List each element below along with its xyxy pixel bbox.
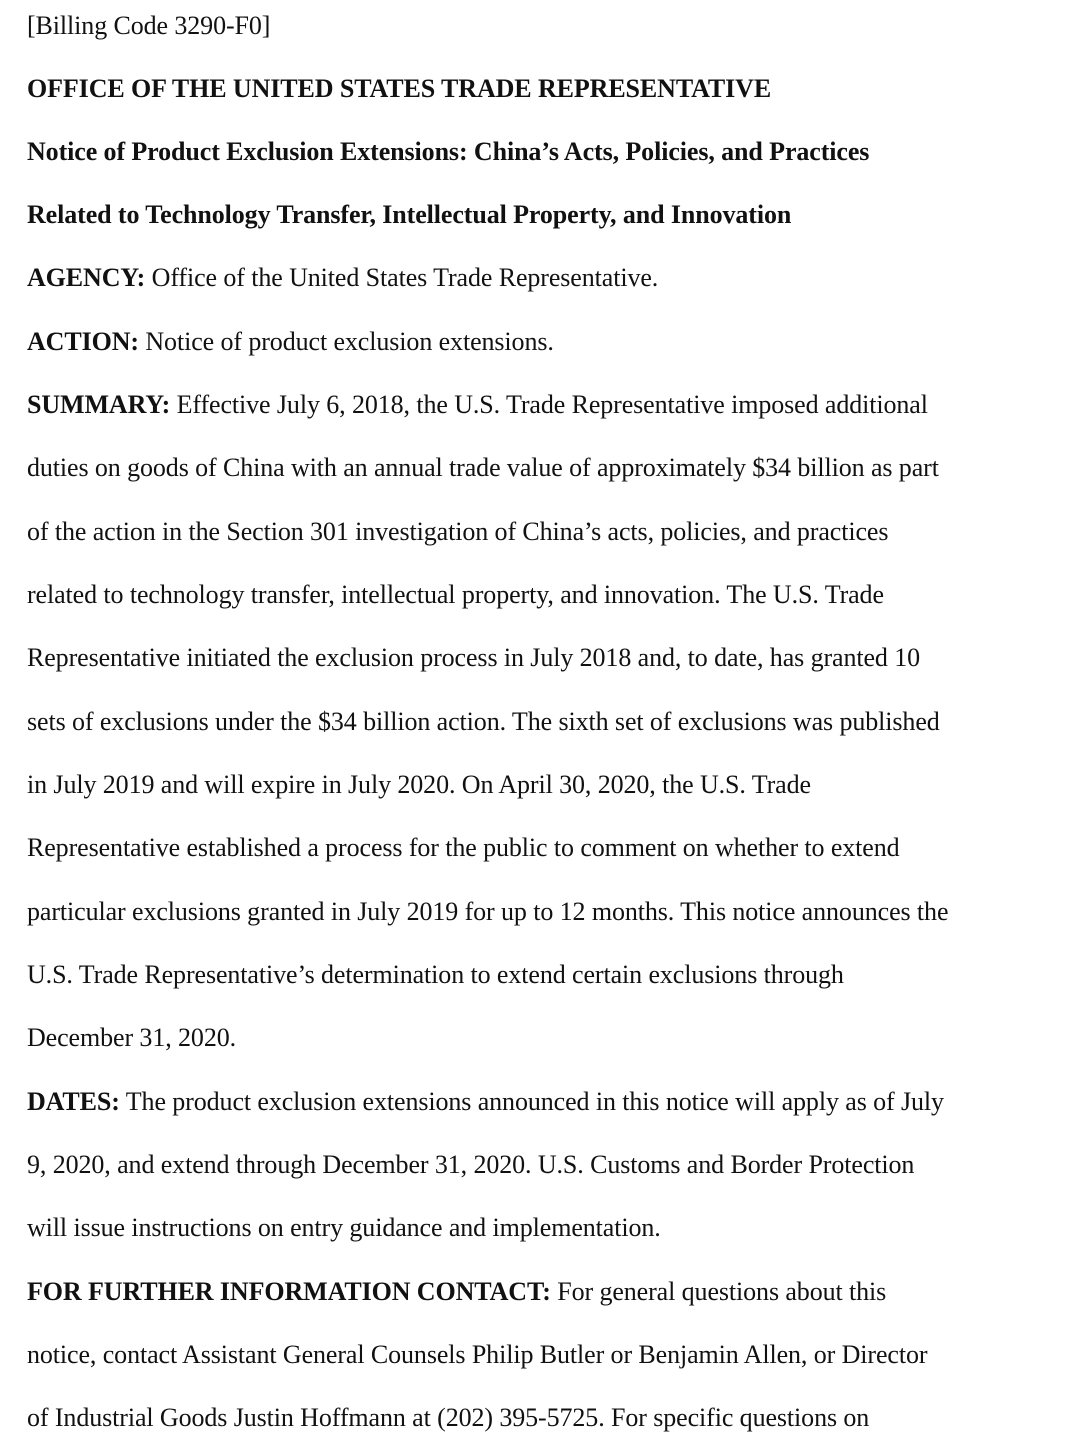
summary-line: duties on goods of China with an annual trade value of approximately $34 billion as part bbox=[27, 453, 939, 482]
summary-line: particular exclusions granted in July 2019 for up to 12 months. This notice announces the bbox=[27, 897, 949, 926]
agency-section bbox=[27, 263, 658, 293]
summary-line: Representative established a process for the public to comment on whether to extend bbox=[27, 833, 900, 862]
summary-line: sets of exclusions under the $34 billion action. The sixth set of exclusions was published bbox=[27, 707, 940, 736]
agency-label: AGENCY: bbox=[27, 263, 146, 292]
contact-line: of Industrial Goods Justin Hoffmann at (202) 395-5725. For specific questions on bbox=[27, 1403, 870, 1432]
notice-title-line-1: Notice of Product Exclusion Extensions: China’s Acts, Policies, and Practices bbox=[27, 137, 870, 166]
billing-code: [Billing Code 3290-F0] bbox=[27, 11, 271, 40]
summary-first-line bbox=[27, 390, 928, 420]
summary-line: of the action in the Section 301 investigation of China’s acts, policies, and practices bbox=[27, 517, 889, 546]
contact-line: notice, contact Assistant General Counsels Philip Butler or Benjamin Allen, or Director bbox=[27, 1340, 928, 1369]
dates-line: 9, 2020, and extend through December 31, 2020. U.S. Customs and Border Protection bbox=[27, 1150, 915, 1179]
dates-first-line bbox=[27, 1087, 944, 1117]
summary-text: Effective July 6, 2018, the U.S. Trade Representative imposed additional bbox=[170, 390, 928, 419]
notice-title-line-2: Related to Technology Transfer, Intellectual Property, and Innovation bbox=[27, 200, 792, 229]
action-section bbox=[27, 327, 554, 357]
dates-text: The product exclusion extensions announced in this notice will apply as of July bbox=[119, 1087, 944, 1116]
summary-line: Representative initiated the exclusion process in July 2018 and, to date, has granted 10 bbox=[27, 643, 921, 672]
contact-first-line bbox=[27, 1277, 886, 1307]
action-text: Notice of product exclusion extensions. bbox=[138, 327, 554, 356]
contact-text: For general questions about this bbox=[550, 1277, 887, 1306]
summary-line: U.S. Trade Representative’s determination to extend certain exclusions through bbox=[27, 960, 844, 989]
office-heading: OFFICE OF THE UNITED STATES TRADE REPRESENTATIVE bbox=[27, 74, 772, 103]
agency-text: Office of the United States Trade Representative. bbox=[145, 263, 659, 292]
summary-line: related to technology transfer, intellectual property, and innovation. The U.S. Trade bbox=[27, 580, 884, 609]
contact-label: FOR FURTHER INFORMATION CONTACT: bbox=[27, 1277, 551, 1306]
action-label: ACTION: bbox=[27, 327, 139, 356]
summary-label: SUMMARY: bbox=[27, 390, 171, 419]
summary-line: December 31, 2020. bbox=[27, 1023, 237, 1052]
dates-line: will issue instructions on entry guidance and implementation. bbox=[27, 1213, 661, 1242]
summary-line: in July 2019 and will expire in July 2020. On April 30, 2020, the U.S. Trade bbox=[27, 770, 811, 799]
dates-label: DATES: bbox=[27, 1087, 120, 1116]
